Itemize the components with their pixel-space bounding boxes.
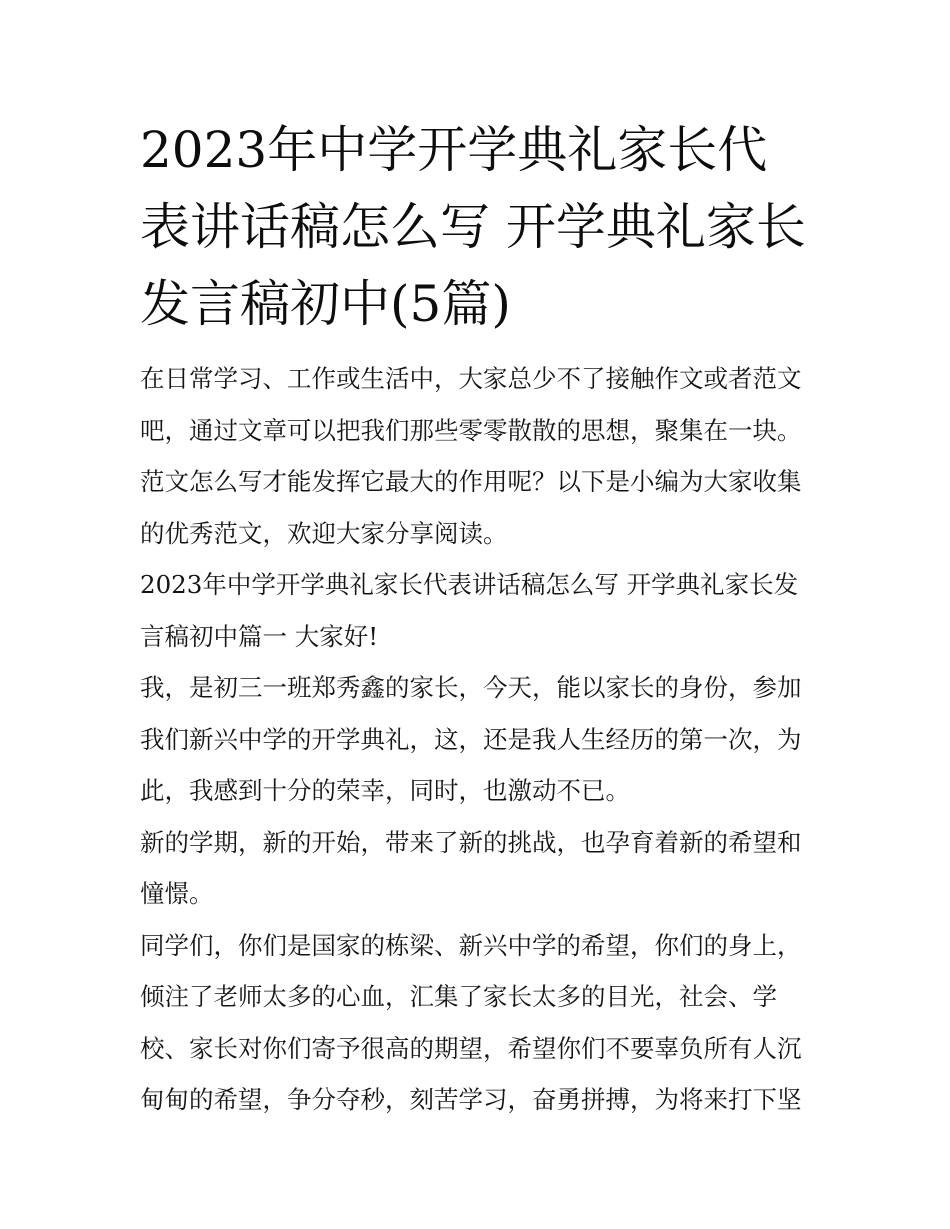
body-paragraph-1: 我，是初三一班郑秀鑫的家长，今天，能以家长的身份，参加我们新兴中学的开学典礼，这，还是我人生经历的第一次，为此，我感到十分的荣幸，同时，也激动不已。 [140,673,802,805]
document-content [140,112,816,1126]
title-block [140,112,816,343]
body-paragraph-2: 新的学期，新的开始，带来了新的挑战，也孕育着新的希望和憧憬。 [140,827,802,908]
body-paragraph-3: 同学们，你们是国家的栋梁、新兴中学的希望，你们的身上，倾注了老师太多的心血，汇集了家长太多的目光，社会、学校、家长对你们寄予很高的期望，希望你们不要辜负所有人沉甸甸的希望，争分夺秒，刻苦学习，奋勇拼搏，为将来打下坚 [140,930,802,1114]
document-title: 2023年中学开学典礼家长代表讲话稿怎么写 开学典礼家长发言稿初中(5篇) [140,121,806,333]
intro-paragraph: 在日常学习、工作或生活中，大家总少不了接触作文或者范文吧，通过文章可以把我们那些零零散散的思想，聚集在一块。范文怎么写才能发挥它最大的作用呢？以下是小编为大家收集的优秀范文，欢迎大家分享阅读。 [140,364,802,548]
section-heading-paragraph: 2023年中学开学典礼家长代表讲话稿怎么写 开学典礼家长发言稿初中篇一 大家好! [140,570,799,651]
